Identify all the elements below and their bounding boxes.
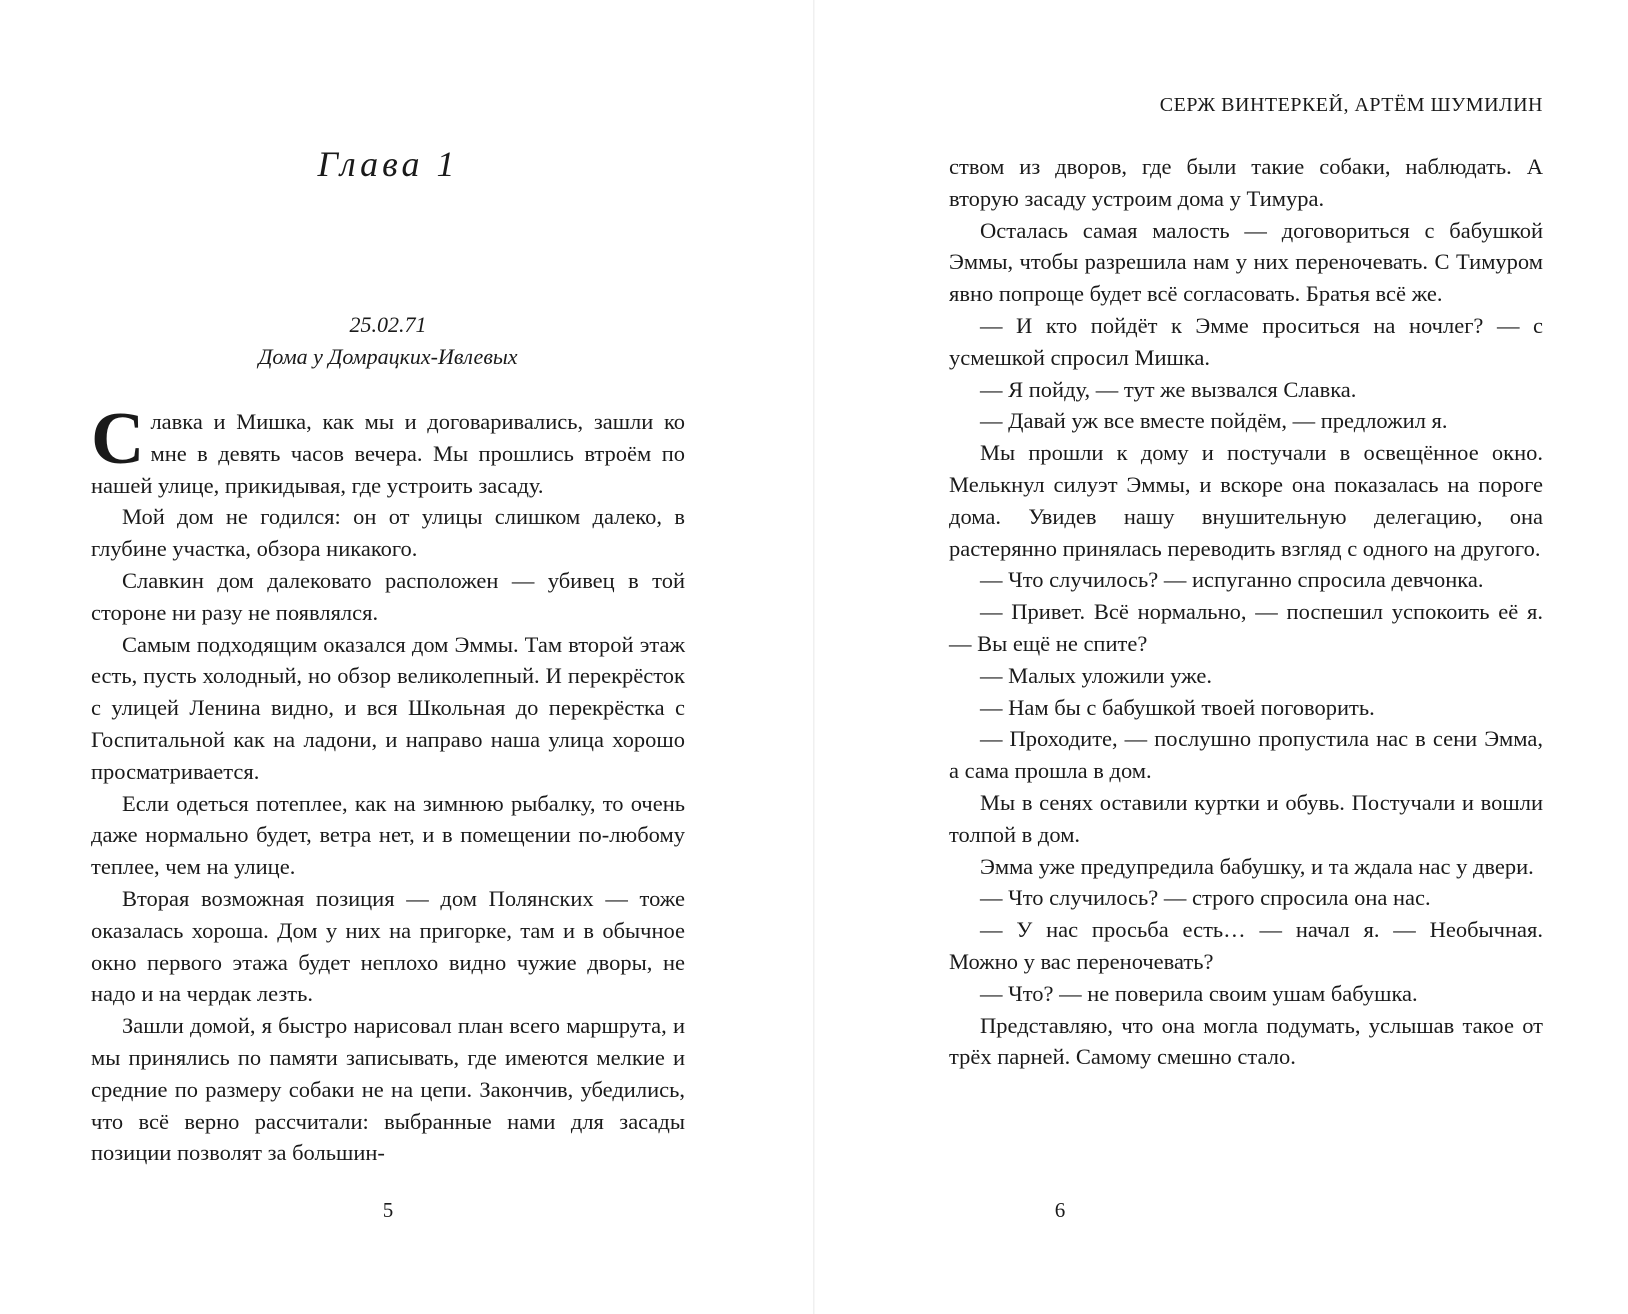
dialogue-line: — У нас просьба есть… — начал я. — Необычная. Можно у вас переночевать? (949, 917, 1543, 974)
page-number: 5 (382, 1198, 394, 1222)
paragraph: Мой дом не годился: он от улицы слишком далеко, в глубине участка, обзора никакого. (91, 504, 685, 562)
paragraph: Мы прошли к дому и постучали в освещённое окно. Мелькнул силуэт Эммы, и вскоре она показалась на пороге дома. Увидев нашу внушительную делегацию, она растерянно принялась переводить взгляд с одного на другого. (949, 440, 1543, 561)
paragraph: Представляю, что она могла подумать, услышав такое от трёх парней. Самому смешно стало. (949, 1012, 1543, 1070)
paragraph: Самым подходящим оказался дом Эммы. Там второй этаж есть, пусть холодный, но обзор великолепный. И перекрёсток с улицей Ленина видно, и вся Школьная до перекрёстка с Госпитальной как на ладони, и направо наша улица хорошо просматривается. (91, 631, 685, 784)
entry-place: Дома у Домрацких-Ивлевых (258, 344, 518, 369)
first-paragraph (91, 398, 685, 501)
continuation-paragraph: ством из дворов, где были такие собаки, наблюдать. А вторую засаду устроим дома у Тимура. (949, 154, 1543, 211)
paragraph: Вторая возможная позиция — дом Полянских — тоже оказалась хороша. Дом у них на пригорке, там и в обычное окно первого этажа будет неплохо видно чужие дворы, не надо и на чердак лезть. (91, 885, 685, 1007)
running-head: СЕРЖ ВИНТЕРКЕЙ, АРТЁМ ШУМИЛИН (1159, 94, 1543, 116)
chapter-title: Глава 1 (317, 144, 459, 184)
dialogue-line: — Привет. Всё нормально, — поспешил успокоить её я. — Вы ещё не спите? (949, 599, 1543, 656)
paragraph: Осталась самая малость — договориться с бабушкой Эммы, чтобы разрешила нам у них переночевать. С Тимуром явно попроще будет всё согласовать. Братья всё же. (949, 217, 1543, 307)
dialogue-line: — Малых уложили уже. (980, 662, 1213, 688)
dialogue-line: — Давай уж все вместе пойдём, — предложил я. (980, 408, 1448, 434)
right-text-block (949, 151, 1543, 1073)
entry-date: 25.02.71 (349, 312, 427, 337)
right-page (815, 0, 1628, 1314)
dialogue-line: — Я пойду, — тут же вызвался Славка. (980, 376, 1357, 402)
dialogue-line: — И кто пойдёт к Эмме проситься на ночлег? — с усмешкой спросил Мишка. (949, 312, 1543, 370)
dialogue-line: — Что? — не поверила своим ушам бабушка. (980, 980, 1418, 1006)
paragraph: Зашли домой, я быстро нарисовал план всего маршрута, и мы принялись по памяти записывать, где имеются мелкие и средние по размеру собаки не на цепи. Закончив, убедились, что всё верно рассчитали: выбранные нами для засады позиции позволят за большин- (91, 1013, 685, 1166)
paragraph: Если одеться потеплее, как на зимнюю рыбалку, то очень даже нормально будет, ветра нет, и в помещении по-любому теплее, чем на улице. (91, 790, 685, 880)
first-paragraph-text: лавка и Мишка, как мы и договаривались, зашли ко мне в девять часов вечера. Мы прошлись втроём по нашей улице, прикидывая, где устроить засаду. (91, 409, 685, 498)
drop-cap: С (91, 398, 145, 480)
left-text-block (91, 398, 685, 1169)
dialogue-line: — Проходите, — послушно пропустила нас в сени Эмма, а сама прошла в дом. (949, 726, 1543, 784)
paragraph: Славкин дом далековато расположен — убивец в той стороне ни разу не появлялся. (91, 567, 685, 625)
paragraph: Мы в сенях оставили куртки и обувь. Постучали и вошли толпой в дом. (949, 789, 1543, 847)
dialogue-line: — Что случилось? — испуганно спросила девчонка. (980, 567, 1484, 593)
dialogue-line: — Что случилось? — строго спросила она нас. (980, 885, 1431, 911)
paragraph: Эмма уже предупредила бабушку, и та ждала нас у двери. (980, 853, 1534, 879)
dialogue-line: — Нам бы с бабушкой твоей поговорить. (980, 694, 1375, 720)
page-number: 6 (1054, 1198, 1066, 1222)
